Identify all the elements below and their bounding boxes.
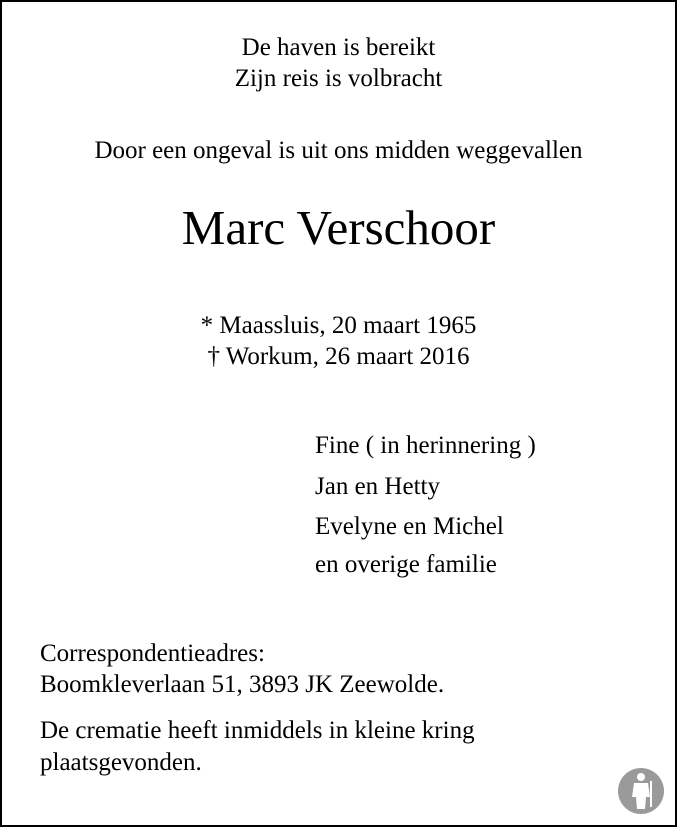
- correspondence-address: Boomkleverlaan 51, 3893 JK Zeewolde.: [40, 671, 445, 698]
- family-member: Evelyne en Michel: [315, 513, 504, 540]
- deceased-name: Marc Verschoor: [181, 200, 496, 255]
- cremation-notice-line-1: De crematie heeft inmiddels in kleine kring: [40, 717, 475, 744]
- correspondence-label: Correspondentieadres:: [40, 640, 265, 667]
- memorial-figure-icon: [617, 767, 665, 815]
- family-member: Fine ( in herinnering ): [315, 432, 536, 459]
- verse-line-2: Zijn reis is volbracht: [234, 65, 443, 92]
- cremation-notice-line-2: plaatsgevonden.: [40, 749, 202, 776]
- family-member: en overige familie: [315, 551, 497, 578]
- birth-line: * Maassluis, 20 maart 1965: [200, 312, 477, 339]
- family-member: Jan en Hetty: [315, 473, 440, 500]
- verse-line-1: De haven is bereikt: [241, 34, 436, 61]
- intro-text: Door een ongeval is uit ons midden weggevallen: [94, 137, 583, 164]
- death-line: † Workum, 26 maart 2016: [207, 343, 470, 370]
